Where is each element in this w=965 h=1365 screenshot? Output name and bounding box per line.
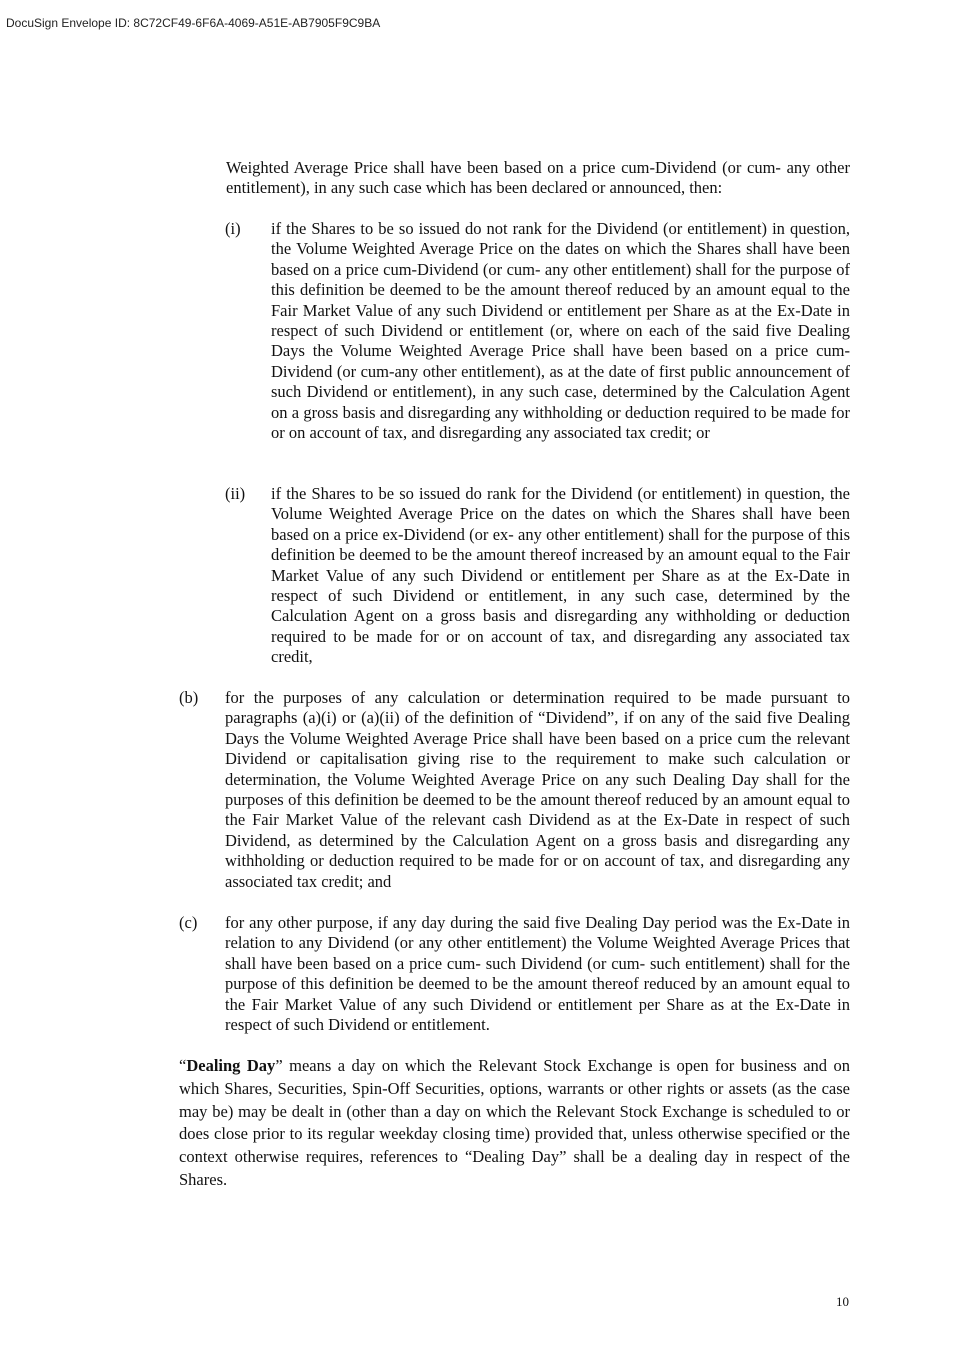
definition-text: ” means a day on which the Relevant Stock Exchange is open for business and on which Shares, Securities, Spin-Off Securities, options, warrants or other rights or assets (as the case may be) may be dealt in (other than a day on which the Relevant Stock Exchange is scheduled to or does close prior to its regular weekday closing time) provided that, unless otherwise specified or the context otherwise requires, references to “Dealing Day” shall be a dealing day in respect of the Shares.	[179, 1056, 850, 1189]
sub-paragraph-ii-text: if the Shares to be so issued do rank for the Dividend (or entitlement) in question, the Volume Weighted Average Price on the dates on which the Shares shall have been based on a price ex-Dividend (or ex- any other entitlement) shall for the purpose of this definition be deemed to be the amount thereof increased by an amount equal to the Fair Market Value of any such Dividend or entitlement per Share as at the Ex-Date in respect of such Dividend or entitlement, in any such case, determined by the Calculation Agent on a gross basis and disregarding any withholding or deduction required to be made for or on account of tax, and disregarding any associated tax credit,	[271, 484, 850, 667]
sub-paragraph-ii-label: (ii)	[225, 484, 246, 503]
paragraph-b-text: for the purposes of any calculation or determination required to be made pursuant to paragraphs (a)(i) or (a)(ii) of the definition of “Dividend”, if on any of the said five Dealing Days the Volume Weighted Average Price shall have been based on a price cum the relevant Dividend or capitalisation giving rise to the requirement to make such calculation or determination, the Volume Weighted Average Price on any such Dealing Day shall for the purposes of this definition be deemed to be the amount thereof reduced by an amount equal to the Fair Market Value of the relevant cash Dividend as at the Ex-Date in respect of such Dividend, as determined by the Calculation Agent on a gross basis and disregarding any withholding or deduction required to be made for or on account of tax, and disregarding any associated tax credit; and	[225, 688, 850, 891]
sub-paragraph-i-text: if the Shares to be so issued do not rank for the Dividend (or entitlement) in question, the Volume Weighted Average Price on the dates on which the Shares shall have been based on a price cum-Dividend (or cum- any other entitlement) shall for the purpose of this definition be deemed to be the amount thereof reduced by an amount equal to the Fair Market Value of any such Dividend or entitlement per Share as at the Ex-Date in respect of such Dividend or entitlement (or, where on each of the said five Dealing Days the Volume Weighted Average Price shall have been based on a price cum-Dividend (or cum-any other entitlement), as at the date of first public announcement of such Dividend or entitlement), in any such case, determined by the Calculation Agent on a gross basis and disregarding any withholding or deduction required to be made for or on account of tax, and disregarding any associated tax credit; or	[271, 219, 850, 443]
paragraph-c-text: for any other purpose, if any day during the said five Dealing Day period was the Ex-Date in relation to any Dividend (or any other entitlement) the Volume Weighted Average Prices that shall have been based on a price cum- such Dividend (or cum- such entitlement) shall for the purpose of this definition be deemed to be the amount thereof reduced by an amount equal to the Fair Market Value of any such Dividend or entitlement per Share as at the Ex-Date in respect of such Dividend or entitlement.	[225, 913, 850, 1035]
paragraph-c-label: (c)	[179, 913, 198, 932]
definition-open-quote: “	[179, 1056, 187, 1075]
lead-paragraph: Weighted Average Price shall have been based on a price cum-Dividend (or cum- any other entitlement), in any such case which has been declared or announced, then:	[226, 158, 850, 198]
definition-term: Dealing Day	[186, 1056, 276, 1075]
docusign-envelope-id: DocuSign Envelope ID: 8C72CF49-6F6A-4069-A51E-AB7905F9C9BA	[6, 16, 381, 30]
page-number: 10	[836, 1294, 849, 1309]
dealing-day-definition	[179, 1055, 850, 1192]
sub-paragraph-i-label: (i)	[225, 219, 241, 238]
paragraph-b-label: (b)	[179, 688, 199, 707]
